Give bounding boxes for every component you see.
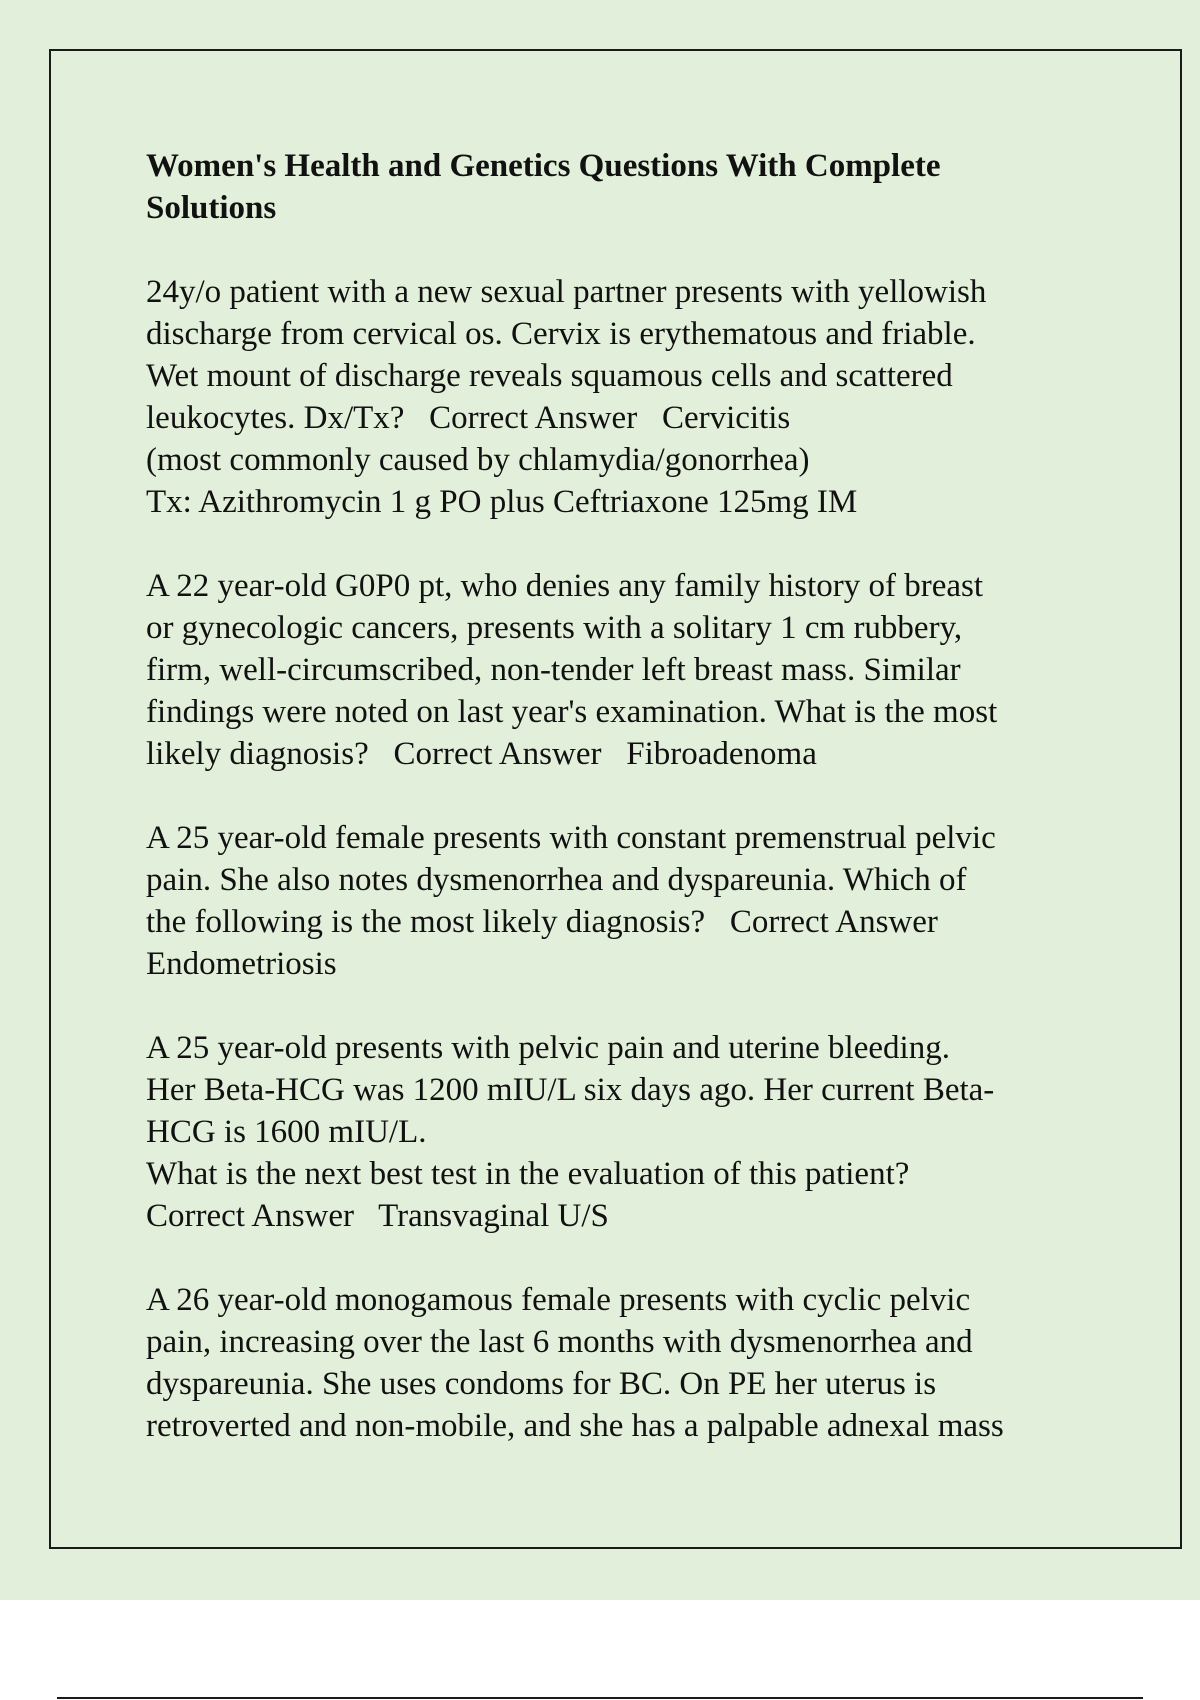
question-line: retroverted and non-mobile, and she has a palpable adnexal mass [146, 1408, 1004, 1444]
question-line: likely diagnosis? Correct Answer Fibroadenoma [146, 736, 817, 772]
question-line: firm, well-circumscribed, non-tender left breast mass. Similar [146, 652, 961, 688]
question-line: leukocytes. Dx/Tx? Correct Answer Cervicitis [146, 400, 791, 436]
question-block-5 [146, 1279, 1091, 1447]
answer-line: Endometriosis [146, 946, 337, 982]
question-line: 24y/o patient with a new sexual partner presents with yellowish [146, 274, 987, 310]
title-line: Women's Health and Genetics Questions With Complete [146, 148, 941, 184]
question-line: the following is the most likely diagnosis? Correct Answer [146, 904, 938, 940]
question-line: What is the next best test in the evaluation of this patient? [146, 1156, 910, 1192]
question-line: or gynecologic cancers, presents with a solitary 1 cm rubbery, [146, 610, 963, 646]
question-line: Wet mount of discharge reveals squamous cells and scattered [146, 358, 953, 394]
document-body [146, 145, 1091, 1489]
question-line: discharge from cervical os. Cervix is erythematous and friable. [146, 316, 976, 352]
question-line: A 22 year-old G0P0 pt, who denies any family history of breast [146, 568, 984, 604]
answer-line: Correct Answer Transvaginal U/S [146, 1198, 609, 1234]
question-line: A 25 year-old presents with pelvic pain and uterine bleeding. [146, 1030, 950, 1066]
footer-divider [57, 1697, 1143, 1699]
question-line: A 25 year-old female presents with constant premenstrual pelvic [146, 820, 996, 856]
question-line: pain, increasing over the last 6 months with dysmenorrhea and [146, 1324, 973, 1360]
question-block-2 [146, 565, 1091, 775]
document-title [146, 145, 1091, 229]
question-block-3 [146, 817, 1091, 985]
question-block-1 [146, 271, 1091, 523]
question-line: pain. She also notes dysmenorrhea and dyspareunia. Which of [146, 862, 967, 898]
question-line: dyspareunia. She uses condoms for BC. On PE her uterus is [146, 1366, 937, 1402]
question-line: A 26 year-old monogamous female presents with cyclic pelvic [146, 1282, 971, 1318]
question-block-4 [146, 1027, 1091, 1237]
question-line: Her Beta-HCG was 1200 mIU/L six days ago. Her current Beta- [146, 1072, 995, 1108]
question-line: HCG is 1600 mIU/L. [146, 1114, 427, 1150]
question-line: findings were noted on last year's examination. What is the most [146, 694, 998, 730]
answer-line: Tx: Azithromycin 1 g PO plus Ceftriaxone 125mg IM [146, 484, 858, 520]
title-line: Solutions [146, 190, 277, 226]
answer-line: (most commonly caused by chlamydia/gonorrhea) [146, 442, 810, 478]
